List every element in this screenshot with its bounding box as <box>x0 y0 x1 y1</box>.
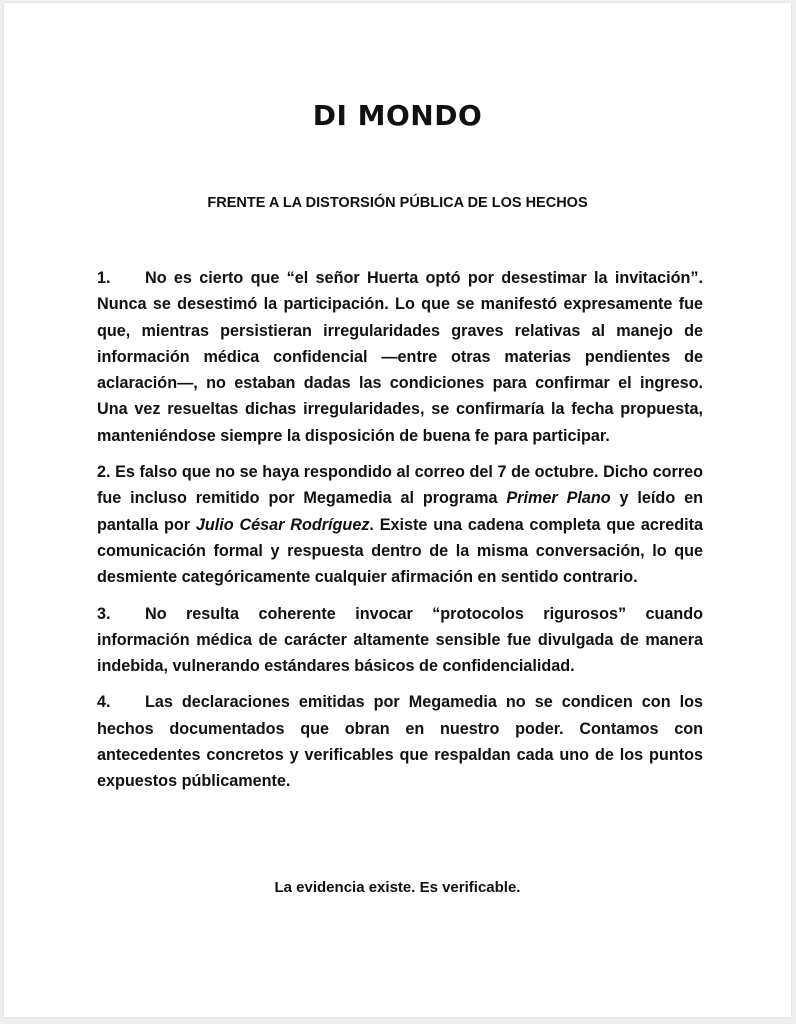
person-name: Julio César Rodríguez <box>195 515 370 534</box>
document-page <box>4 3 791 1017</box>
closing-statement: La evidencia existe. Es verificable. <box>274 879 521 896</box>
point-text-part: Es falso que no se haya respondido al correo del 7 de octubre. Dicho correo fue incluso remitido por Megamedia al programa <box>97 463 704 508</box>
point-3 <box>97 601 703 680</box>
point-number: 4. <box>97 693 111 712</box>
point-number: 2. <box>97 463 111 482</box>
point-number: 3. <box>97 604 111 623</box>
point-text: No resulta coherente invocar “protocolos rigurosos” cuando información médica de carácter altamente sensible fue divulgada de manera indebida, vulnerando estándares básicos de confidencialidad. <box>97 604 703 676</box>
point-4 <box>97 689 703 794</box>
program-name: Primer Plano <box>506 489 611 508</box>
point-2 <box>97 459 703 590</box>
point-text-part: y leído en pantalla por <box>97 489 703 534</box>
point-number: 1. <box>97 269 111 287</box>
document-title: DI MONDO <box>312 99 483 132</box>
document-subtitle: FRENTE A LA DISTORSIÓN PÚBLICA DE LOS HECHOS <box>207 195 588 211</box>
point-text: Las declaraciones emitidas por Megamedia no se condicen con los hechos documentados que obran en nuestro poder. Contamos con antecedentes concretos y verificables que respaldan cada uno de los puntos expuestos públicamente. <box>97 693 703 791</box>
document-body <box>97 265 703 805</box>
point-text: No es cierto que “el señor Huerta optó por desestimar la invitación”. Nunca se desestimó la participación. Lo que se manifestó expresamente fue que, mientras persistieran irregularidades graves relativas al manejo de información médica confidencial —entre otras materias pendientes de aclaración—, no estaban dadas las condiciones para confirmar el ingreso. Una vez resueltas dichas irregularidades, se confirmaría la fecha propuesta, manteniéndose siempre la disposición de buena fe para participar. <box>97 269 703 445</box>
point-text-part: . Existe una cadena completa que acredita comunicación formal y respuesta dentro de la misma conversación, lo que desmiente categóricamente cualquier afirmación en sentido contrario. <box>97 515 703 587</box>
point-1 <box>97 265 703 449</box>
